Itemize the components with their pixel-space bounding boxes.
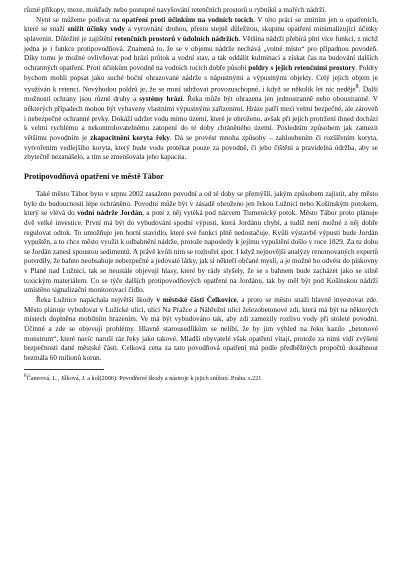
- paragraph-4: Řeka Lužnice napáchala největší škody v městské části Čelkovice, a proto se město snaží hlavně investovat zde. Město plánuje vybudovat v Lužické ulici, ulici Na Pražce a Nábřežní ulici železobetonové zdi, která má být na některých místech doplněna mobilním hrazením. Ve má být vybudováno tak, aby zdi zamezily rozlivu vody při stoleté povodni. Účinné a zde se objevují problémy. Hlavně starousedlíkům se nelíbí, že by jim výhled na řeku kazilo „betonové monstrum“, které navíc naruší ráz řeky jako takové. Mladší obyvatelé však opatření vítají, protože za nimi vidí zvýšení bezpečnosti dané městské části. Celková cena za tato povodňová opatření má podle předběžných propočtů dosáhnout bezmála 60 milionů korun.: [24, 296, 379, 363]
- emphasis-text: vodní nádrže Jordán: [77, 209, 143, 218]
- footnote-number: 8: [24, 372, 27, 379]
- footnote-text: Čamrová, L., Jílková, J. a kol(2006): Povodňové škody a nástroje k jejich snížení. Praha. s.221.: [26, 374, 263, 382]
- paragraph-3: Také město Tábor byto v srpnu 2002 zasaženo povodní a od té doby se přemýšlí, jakým způsobem zajistit, aby město bylo do budoucnosti lépe ochráněno. Povodní může být v zásadě ohroženo jen řekou Lužnicí nebo Košínským potokem, který se vlévá do vodní nádrže Jordán, a poté z něj vytéká pod názvem Tismenický potok. Město Tábor proto plánuje dvě velké investice. První má být do vybudování spodní výpusti, která Jordánu chybí, a tudíž není možné z něj dobře regulovat odtok. To umožňuje jen horní stavidlo, které své funkci plně nedostačuje. Kvůli výstavbě výpusti bude Jordán vypuštěn, a to chce město využít k odbahnění nádrže, protože naposledy k jejímu vypuštění došlo v roce 1829. Za tu dobu se Jordán zanesl spoustou sedimentů. A právě kvůli nim se rozhořel spor. I když nejnovější analýzy renomovaných expertů potvrdily, že bahno neobsahuje nebezpečné a jedovaté látky, jak si někteří občané myslí, a je možné ho odvést do pískovny v Plané nad Lužnicí, tak se neustále objevují hlasy, které by rády slyšely, že se s bahnem bude zacházet jako se silně toxickým materiálem. Co se týče dalších protipovodňových opatření na Jordánu, tak by měl být pod Košínskou nádrží umístěno signalizační monitorovací čidlo.: [24, 189, 378, 295]
- emphasis-text: opatření proti účinkům na vodních tocích: [121, 15, 254, 24]
- footnote: [24, 372, 378, 383]
- emphasis-text: zkapacitnění koryta řeky: [90, 133, 170, 142]
- section-heading: Protipovodňová opatření ve městě Tábor: [24, 171, 164, 181]
- footnote-divider: [24, 369, 104, 370]
- emphasis-text: retenčních prostorů v údolních nádržích: [114, 34, 239, 43]
- emphasis-text: snížit účinky vody: [67, 25, 125, 34]
- footnote-reference: 8: [355, 84, 359, 91]
- emphasis-text: v městské části Čelkovice: [156, 296, 237, 305]
- emphasis-text: systémy hrází: [139, 95, 183, 104]
- emphasis-text: poldry s jejich retenčními prostory: [248, 63, 356, 72]
- paragraph-2: Nyní se můžeme podívat na opatření proti účinkům na vodních tocích. V této práci se zmíním jen o opatřeních, které se snaží snížit účinky vody a vyrovnání druhou, přesto stejně důležitou, skupinu opatření minimalizující účinky splavenin. Důležité je zajištění retenčních prostorů v údolních nádržích. Většina nádrží přebírá plní více funkcí, z nichž jedna je i funkce protipovodňová. Znamená to, že se v objemu nádrže nechává „volné místo“ pro případnou povodeň. Díky tomu je možné ovlivňovat pod hrází průtok a vodní stav, a tak oddálit kulminaci a získat čas na budování dalších ochranných opatření. Proti účinkům povodně na vodních tocích dobře působí poldry s jejich retenčními prostory. Poldry bychom mohli popsat jako suché boční ohrazované nádrže s nápustnými a výpustnými objekty. Celý jejich objem je využíván k retenci. Nevýhodou poldrů je, že se musí udržovat provozuschopné, i když se několik let nic neděje$^8$. Další možností ochrany jsou různé druhy a systémy hrází. Řeka může být ohrazena jen jednostranně nebo oboustranně. V některých případech mohou být vybaveny vlastními výpustnými zařízeními. Hráze patří mezi velmi bezpečné, ale zároveň i nebezpečné ochranné prvky. Dokáží udržet vodu mimo území, které je ohroženo, avšak při jejich protržení ihned dochází k velmi rychlému a nekontrolovatelnému zatopení do té doby chráněného území. Posledním způsobem jak zamezit většímu povodním je zkapacitnění koryta řeky. Dá se provést mnoha způsoby – zahloubením či rozšířením koryta, vytvořením vedlejšího koryta, který bude vodu protékat pouze za povodně, či jeho čištění a pravidelná údržba, aby se zbytečně nezanášelo, a tím se zmenšovala jeho kapacita.: [24, 15, 379, 162]
- paragraph-1: různé příkopy, meze, mokřady nebo postupné navyšování retenčních prostorů u rybníků a malých nádrží.: [24, 6, 327, 14]
